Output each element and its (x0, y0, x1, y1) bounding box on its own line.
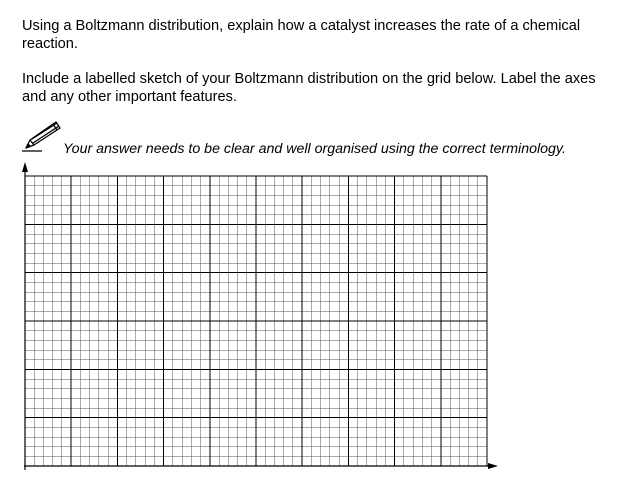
quality-of-written-communication-instruction: Your answer needs to be clear and well organised using the correct terminology. (63, 141, 566, 157)
grid-major-lines (25, 176, 487, 466)
sketch-instruction-text: Include a labelled sketch of your Boltzmann distribution on the grid below. Label the axes and any other important features. (22, 71, 596, 105)
y-axis-arrowhead (22, 162, 28, 172)
x-axis-arrowhead (488, 463, 498, 469)
grid-minor-lines (25, 176, 487, 466)
pencil-icon (20, 118, 64, 154)
grid-axes (22, 162, 498, 470)
question-text: Using a Boltzmann distribution, explain how a catalyst increases the rate of a chemical reaction. (22, 18, 581, 52)
